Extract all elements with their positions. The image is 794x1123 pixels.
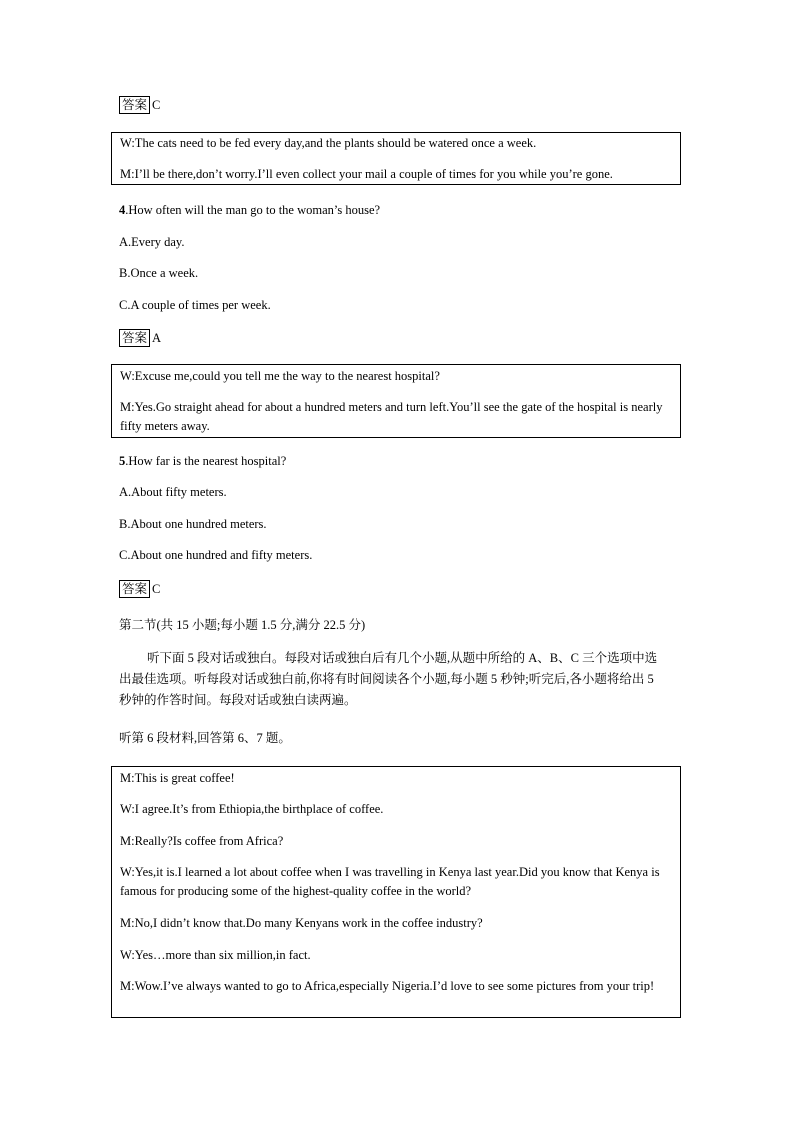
answer-value: C (152, 581, 161, 596)
transcript-line-w: W:The cats need to be fed every day,and the plants should be watered once a week. (120, 136, 537, 150)
question-number: 5 (119, 454, 126, 468)
answer-line (119, 580, 160, 598)
question-stem: .How often will the man go to the woman’s house? (125, 203, 381, 217)
question-5 (119, 452, 286, 470)
answer-value: A (152, 330, 162, 345)
material-intro: 听第 6 段材料,回答第 6、7 题。 (119, 731, 291, 745)
transcript-box-6 (111, 766, 681, 1018)
transcript-box-4 (111, 132, 681, 185)
transcript-box-5 (111, 364, 681, 438)
answer-tag: 答案 (119, 96, 150, 114)
transcript-line-m: M:I’ll be there,don’t worry.I’ll even collect your mail a couple of times for you while you’re gone. (120, 167, 613, 181)
option-a: A.About fifty meters. (119, 485, 227, 499)
answer-value: C (152, 97, 161, 112)
section-heading: 第二节(共 15 小题;每小题 1.5 分,满分 22.5 分) (119, 618, 366, 632)
answer-line (119, 329, 161, 347)
transcript-line: W:Yes…more than six million,in fact. (120, 948, 311, 962)
answer-tag: 答案 (119, 329, 150, 347)
transcript-line: W:I agree.It’s from Ethiopia,the birthplace of coffee. (120, 802, 384, 816)
answer-line (119, 96, 160, 114)
option-c: C.A couple of times per week. (119, 298, 271, 312)
transcript-line: M:Really?Is coffee from Africa? (120, 834, 284, 848)
transcript-line-m: M:Yes.Go straight ahead for about a hundred meters and turn left.You’ll see the gate of the hospital is nearly fifty meters away. (120, 400, 663, 433)
question-number: 4 (119, 203, 126, 217)
transcript-line: M:This is great coffee! (120, 771, 235, 785)
option-c: C.About one hundred and fifty meters. (119, 548, 313, 562)
option-a: A.Every day. (119, 235, 185, 249)
option-b: B.Once a week. (119, 266, 199, 280)
question-4 (119, 201, 380, 219)
transcript-line-w: W:Excuse me,could you tell me the way to the nearest hospital? (120, 369, 440, 383)
transcript-line: W:Yes,it is.I learned a lot about coffee when I was travelling in Kenya last year.Did you know that Kenya is famous for producing some of the highest-quality coffee in the world? (120, 865, 660, 898)
question-stem: .How far is the nearest hospital? (125, 454, 287, 468)
option-b: B.About one hundred meters. (119, 517, 267, 531)
section-instructions: 听下面 5 段对话或独白。每段对话或独白后有几个小题,从题中所给的 A、B、C 三个选项中选出最佳选项。听每段对话或独白前,你将有时间阅读各个小题,每小题 5 秒钟;听完后,各小题将给出 5 秒钟的作答时间。每段对话或独白读两遍。 (119, 651, 658, 707)
transcript-line: M:Wow.I’ve always wanted to go to Africa,especially Nigeria.I’d love to see some pictures from your trip! (120, 979, 655, 993)
transcript-line: M:No,I didn’t know that.Do many Kenyans work in the coffee industry? (120, 916, 483, 930)
answer-tag: 答案 (119, 580, 150, 598)
